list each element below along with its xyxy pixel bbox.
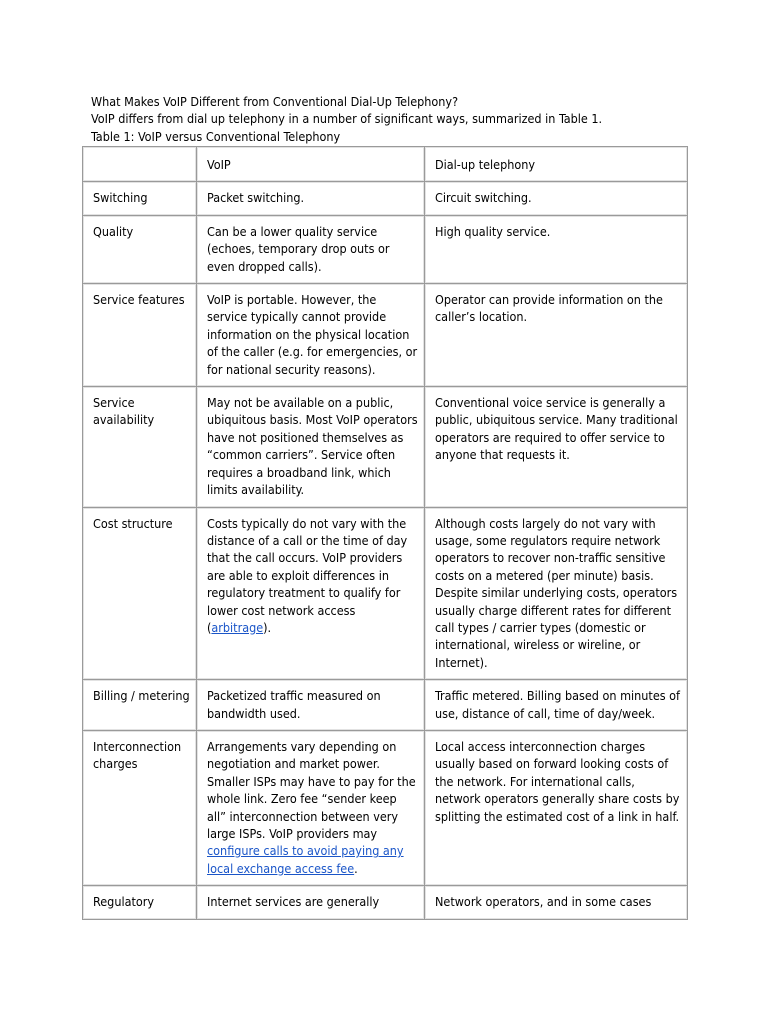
row-label: Regulatory — [83, 886, 197, 919]
table-row-interconnection-charges — [83, 730, 688, 885]
voip-text-before: Costs typically do not vary with the distance of a call or the time of day that the call occurs. VoIP providers are able to exploit differences in regulatory treatment to qualify for lower cost network access ( — [207, 515, 408, 635]
header-voip: VoIP — [197, 147, 425, 182]
row-label: Service availability — [83, 387, 197, 507]
dialup-cell: Circuit switching. — [425, 182, 688, 215]
header-dialup: Dial-up telephony — [425, 147, 688, 182]
intro-paragraph: VoIP differs from dial up telephony in a number of significant ways, summarized in Table 1. — [91, 111, 603, 127]
voip-cell: Packetized traffic measured on bandwidth used. — [197, 680, 425, 731]
configure-calls-link[interactable]: configure calls to avoid paying any local exchange access fee — [207, 843, 404, 876]
voip-cell: Can be a lower quality service (echoes, temporary drop outs or even dropped calls). — [197, 215, 425, 283]
row-label: Service features — [83, 284, 197, 387]
voip-cell — [197, 507, 425, 680]
row-label: Interconnection charges — [83, 730, 197, 885]
table-row-service-features — [83, 284, 688, 387]
arbitrage-link[interactable]: arbitrage — [211, 619, 264, 635]
dialup-cell: Although costs largely do not vary with usage, some regulators require network operators to recover non-traffic sensitive costs on a metered (per minute) basis. Despite similar underlying costs, operators usually charge different rates for different call types / carrier types (domestic or international, wireless or wireline, or Internet). — [425, 507, 688, 680]
dialup-cell: Network operators, and in some cases — [425, 886, 688, 919]
row-label: Switching — [83, 182, 197, 215]
row-label: Quality — [83, 215, 197, 283]
comparison-table — [82, 146, 688, 920]
dialup-cell: Conventional voice service is generally a public, ubiquitous service. Many traditional operators are required to offer service to anyone that requests it. — [425, 387, 688, 507]
table-row-quality — [83, 215, 688, 283]
voip-cell: Internet services are generally — [197, 886, 425, 919]
row-label: Cost structure — [83, 507, 197, 680]
table-caption: Table 1: VoIP versus Conventional Telephony — [91, 128, 341, 144]
table-row-billing-metering — [83, 680, 688, 731]
table-header-row — [83, 147, 688, 182]
voip-cell: May not be available on a public, ubiquitous basis. Most VoIP operators have not positioned themselves as “common carriers”. Service often requires a broadband link, which limits availability. — [197, 387, 425, 507]
voip-text-after: ). — [263, 619, 272, 635]
table-row-regulatory — [83, 886, 688, 919]
table-row-cost-structure — [83, 507, 688, 680]
table-row-switching — [83, 182, 688, 215]
dialup-cell: Local access interconnection charges usually based on forward looking costs of the network. For international calls, network operators generally share costs by splitting the estimated cost of a link in half. — [425, 730, 688, 885]
document-heading — [91, 93, 711, 145]
dialup-cell: Operator can provide information on the caller’s location. — [425, 284, 688, 387]
header-empty-cell — [83, 147, 197, 182]
row-label: Billing / metering — [83, 680, 197, 731]
table-row-service-availability — [83, 387, 688, 507]
voip-cell — [197, 730, 425, 885]
document-title: What Makes VoIP Different from Conventional Dial-Up Telephony? — [91, 94, 459, 109]
dialup-cell: High quality service. — [425, 215, 688, 283]
voip-text-after: . — [354, 860, 358, 876]
voip-cell: Packet switching. — [197, 182, 425, 215]
voip-text-before: Arrangements vary depending on negotiation and market power. Smaller ISPs may have to pay for the whole link. Zero fee “sender keep all” interconnection between very large ISPs. VoIP providers may — [207, 738, 416, 841]
dialup-cell: Traffic metered. Billing based on minutes of use, distance of call, time of day/week. — [425, 680, 688, 731]
voip-cell: VoIP is portable. However, the service typically cannot provide information on the physical location of the caller (e.g. for emergencies, or for national security reasons). — [197, 284, 425, 387]
